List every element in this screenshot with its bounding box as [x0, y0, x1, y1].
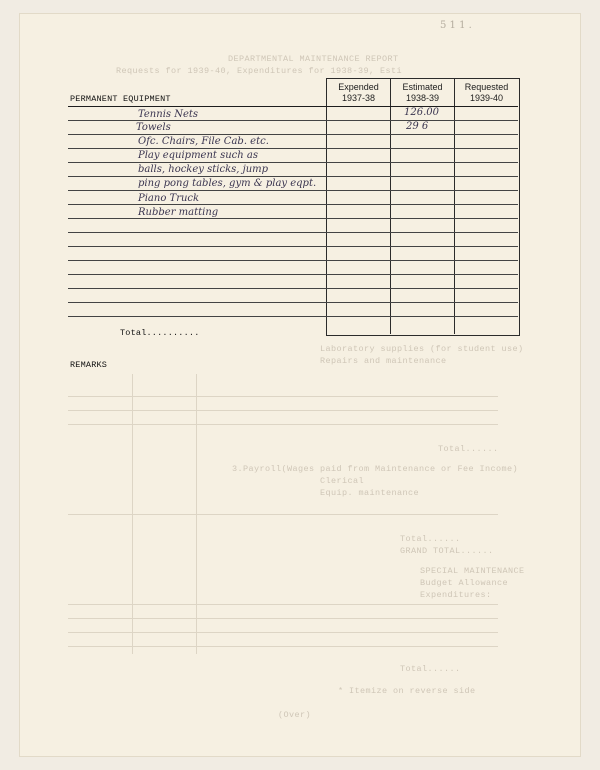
row-rule	[68, 162, 518, 163]
column-header-expended: Expended 1937-38	[338, 82, 379, 103]
row-rule	[68, 316, 518, 317]
bleed-through-text: Total......	[400, 534, 461, 544]
row-rule	[68, 120, 518, 121]
row-rule	[68, 274, 518, 275]
item-entry: Towels	[136, 122, 171, 133]
row-rule	[68, 134, 518, 135]
bleed-through-text: (Over)	[278, 710, 312, 720]
row-rule	[68, 218, 518, 219]
document-sheet	[20, 14, 580, 756]
bleed-through-text: Laboratory supplies (for student use)	[320, 344, 524, 354]
item-entry: Piano Truck	[138, 193, 200, 204]
row-rule	[68, 148, 518, 149]
row-rule	[68, 302, 518, 303]
section-title: PERMANENT EQUIPMENT	[70, 94, 171, 104]
bleed-through-text: Expenditures:	[420, 590, 492, 600]
total-label: Total..........	[120, 328, 200, 338]
bleed-through-text: Total......	[438, 444, 499, 454]
bleed-through-text: 3.Payroll(Wages paid from Maintenance or Fee Income)	[232, 464, 519, 474]
bleed-through-text: Equip. maintenance	[320, 488, 420, 498]
column-header-estimated: Estimated 1938-39	[402, 82, 443, 103]
corner-pencil-mark: 5 1 1 .	[440, 20, 472, 31]
row-rule	[68, 176, 518, 177]
remarks-label: REMARKS	[70, 360, 108, 370]
row-rule	[68, 288, 518, 289]
header-rule	[68, 106, 518, 107]
item-entry: Play equipment such as	[138, 150, 258, 161]
column-divider	[454, 78, 455, 334]
bleed-through-text: DEPARTMENTAL MAINTENANCE REPORT	[228, 54, 399, 64]
bleed-through-text: * Itemize on reverse side	[338, 686, 476, 696]
column-header-requested: Requested 1939-40	[464, 82, 509, 103]
estimated-amount: 126.00	[404, 107, 439, 118]
item-entry: ping pong tables, gym & play eqpt.	[138, 178, 317, 189]
bleed-through-text: Clerical	[320, 476, 365, 486]
column-divider	[390, 78, 391, 334]
bleed-through-text: Total......	[400, 664, 461, 674]
bleed-through-text: Budget Allowance	[420, 578, 509, 588]
bleed-through-text: SPECIAL MAINTENANCE	[420, 566, 525, 576]
row-rule	[68, 204, 518, 205]
row-rule	[68, 190, 518, 191]
item-entry: Tennis Nets	[138, 109, 199, 120]
item-entry: Rubber matting	[138, 207, 219, 218]
bleed-through-text: Requests for 1939-40, Expenditures for 1938-39, Esti	[116, 66, 403, 76]
bleed-through-rule	[132, 374, 133, 654]
item-entry: balls, hockey sticks, jump	[138, 164, 269, 175]
row-rule	[68, 232, 518, 233]
estimated-amount: 29 6	[406, 121, 429, 132]
bleed-through-text: GRAND TOTAL......	[400, 546, 494, 556]
row-rule	[68, 246, 518, 247]
bleed-through-text: Repairs and maintenance	[320, 356, 447, 366]
row-rule	[68, 260, 518, 261]
bleed-through-rule	[196, 374, 197, 654]
item-entry: Ofc. Chairs, File Cab. etc.	[138, 136, 269, 147]
